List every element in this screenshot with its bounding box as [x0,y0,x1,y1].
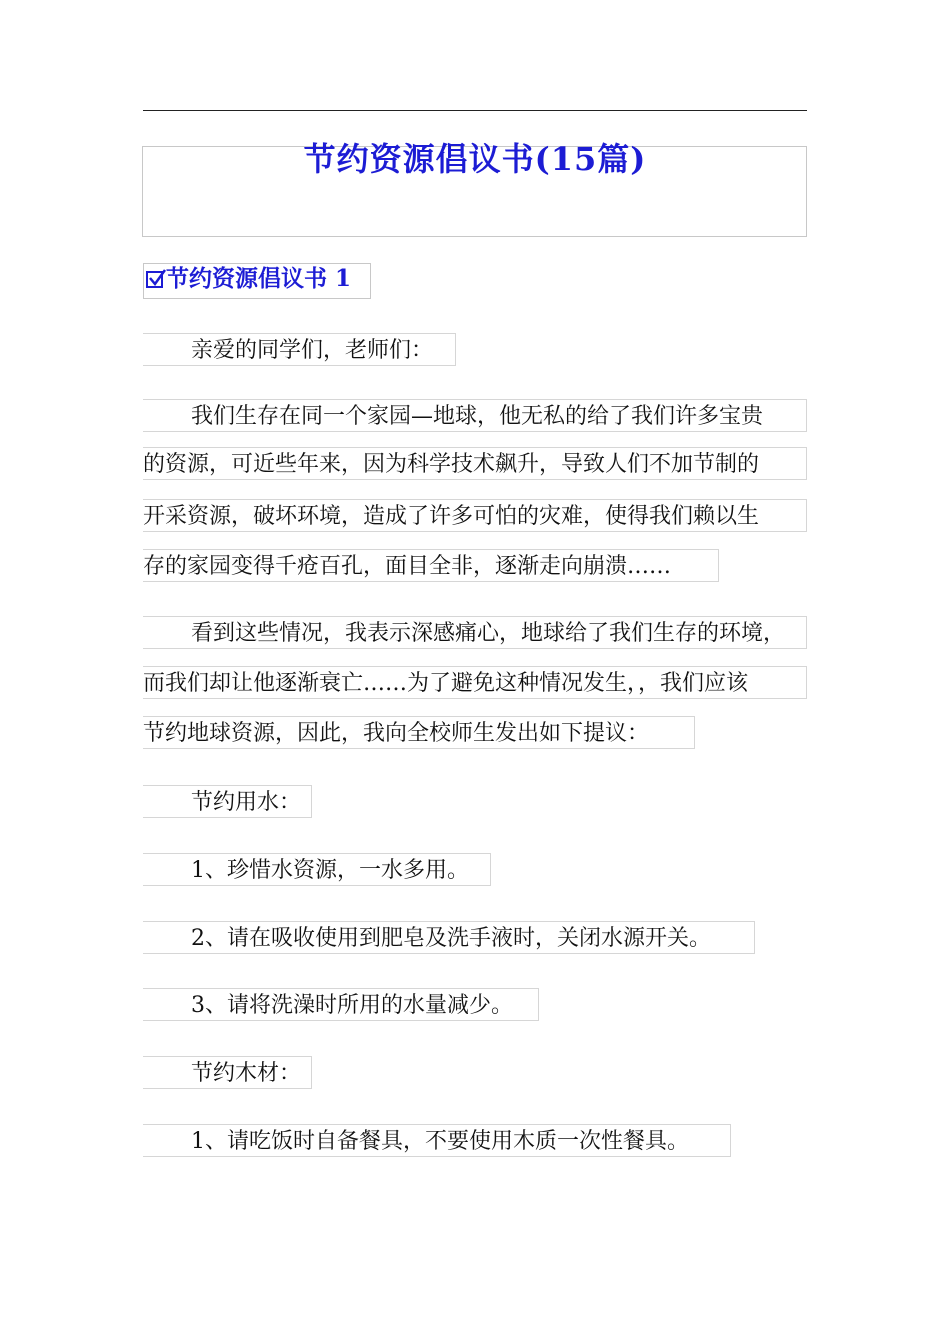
paragraph-line: 存的家园变得千疮百孔，面目全非，逐渐走向崩溃…… [143,549,719,582]
paragraph-line: 我们生存在同一个家园—地球，他无私的给了我们许多宝贵 [143,399,807,432]
document-title: 节约资源倡议书(15篇) [303,140,647,178]
paragraph-line: 的资源，可近些年来，因为科学技术飙升，导致人们不加节制的 [143,447,807,480]
paragraph-line: 而我们却让他逐渐衰亡……为了避免这种情况发生，，我们应该 [143,666,807,699]
greeting-line: 亲爱的同学们，老师们： [143,333,456,366]
header-rule [143,110,807,111]
list-item: 2、请在吸收使用到肥皂及洗手液时，关闭水源开关。 [143,921,755,954]
paragraph-line: 看到这些情况，我表示深感痛心，地球给了我们生存的环境， [143,616,807,649]
list-item: 3、请将洗澡时所用的水量减少。 [143,988,539,1021]
section-heading-text: 节约资源倡议书 1 [166,265,352,292]
paragraph-line: 节约地球资源，因此，我向全校师生发出如下提议： [143,716,695,749]
checkbox-checked-icon [146,271,163,288]
list-item: 1、请吃饭时自备餐具，不要使用木质一次性餐具。 [143,1124,731,1157]
paragraph-line: 开采资源，破坏环境，造成了许多可怕的灾难，使得我们赖以生 [143,499,807,532]
subheading-water: 节约用水： [143,785,312,818]
section-heading [146,260,351,293]
subheading-wood: 节约木材： [143,1056,312,1089]
list-item: 1、珍惜水资源，一水多用。 [143,853,491,886]
